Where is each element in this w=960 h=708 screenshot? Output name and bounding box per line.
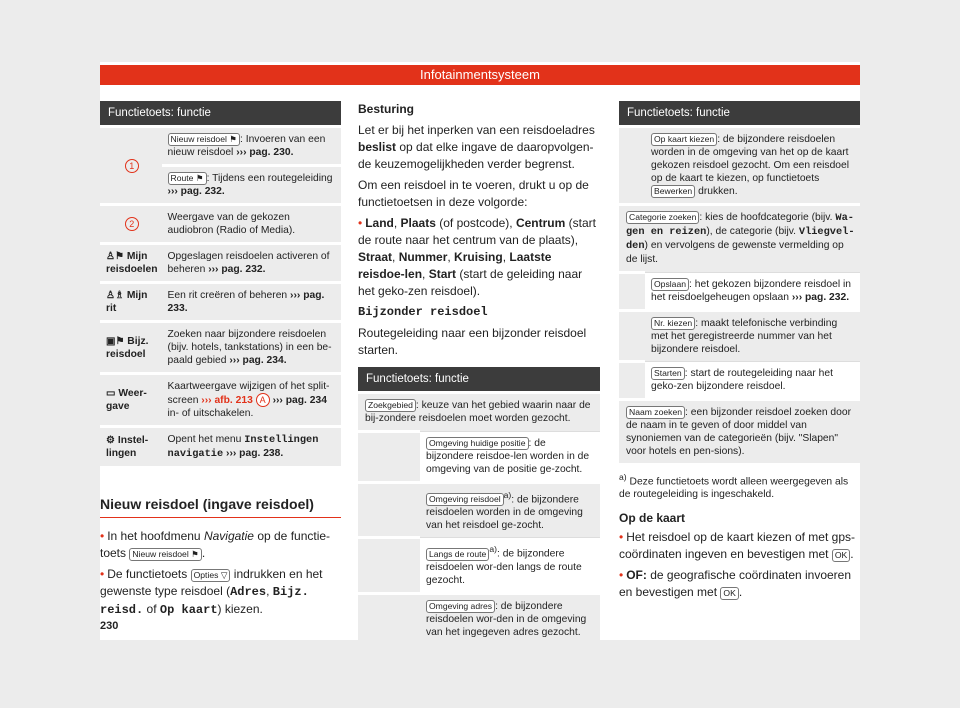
- function-table-poi-continued: [619, 101, 860, 463]
- table-row: Starten : start de routegeleiding naar het geko-zen bijzondere reisdoel.: [619, 362, 860, 400]
- page-number: 230: [100, 620, 119, 632]
- key-opties: Opties ▽: [191, 569, 231, 582]
- trip-icon: ♙♗: [106, 290, 124, 301]
- table-row: Omgeving huidige positie : de bijzondere reisdoe-len worden in de omgeving van de positie ge-zocht.: [358, 432, 600, 483]
- section-new-destination: [100, 496, 341, 623]
- table-row: 2 Weergave van de gekozen audiobron (Radio of Media).: [100, 205, 341, 244]
- table-row: ▭ Weer-gave Kaartweergave wijzigen of het split-screen ››› afb. 213 A ››› pag. 234 in- of uitschakelen.: [100, 374, 341, 427]
- paragraph-1: Let er bij het inperken van een reisdoeladres beslist op dat elke ingave de daaropvolgen-de keuzemogelijkheden verder begrenst.: [358, 123, 595, 171]
- footnote: $^{a)}$ Deze functietoets wordt alleen weergegeven als de routegeleiding is ingeschakeld.: [619, 472, 849, 501]
- table-title: Functietoets: functie: [100, 101, 341, 127]
- table-row: 1 Nieuw reisdoel ⚑ : Invoeren van een nieuw reisdoel ››› pag. 230.: [100, 127, 341, 166]
- heading-besturing: Besturing: [358, 102, 415, 116]
- table-row: Omgeving adres : de bijzondere reisdoelen wor-den in de omgeving van het ingegeven adres gezocht.: [358, 593, 600, 644]
- table-row: Op kaart kiezen : de bijzondere reisdoelen worden in de omgeving van het op de kaart gekozen reisdoel gezocht. Om een reisdoel op de kaart te kiezen, op functietoets Bewerken drukken.: [619, 127, 860, 205]
- key-omgeving-huidige-positie: Omgeving huidige positie: [426, 437, 529, 450]
- callout-2: 2: [125, 217, 139, 231]
- bullet-2: • De functietoets Opties ▽ indrukken en het gewenste type reisdoel (Adres, Bijz. reisd. of Op kaart) kiezen.: [100, 567, 323, 617]
- table-title: Functietoets: functie: [619, 101, 860, 127]
- bullet-1: • In het hoofdmenu Navigatie op de functie-toets Nieuw reisdoel ⚑ .: [100, 529, 331, 560]
- key-starten: Starten: [651, 367, 685, 380]
- manual-page: [100, 62, 860, 640]
- table-row: ♙♗ Mijn rit Een rit creëren of beheren ››› pag. 233.: [100, 283, 341, 322]
- paragraph-2: Om een reisdoel in te voeren, drukt u op de functietoetsen in deze volgorde:: [358, 178, 589, 209]
- bullet-map-1: • Het reisdoel op de kaart kiezen of met gps-coördinaten ingeven en bevestigen met OK .: [619, 530, 855, 562]
- table-row: ⚙ Instel-lingen Opent het menu Instellingen navigatie ››› pag. 238.: [100, 427, 341, 467]
- function-table-navigation: [100, 101, 341, 466]
- heading-bijzonder-reisdoel: Bijzonder reisdoel: [358, 305, 488, 319]
- heading-op-de-kaart: Op de kaart: [619, 511, 686, 526]
- key-nr-kiezen: Nr. kiezen: [651, 317, 695, 330]
- section-title: Nieuw reisdoel (ingave reisdoel): [100, 496, 341, 518]
- table-row: Categorie zoeken : kies de hoofdcategorie (bijv. Wa-gen en reizen), de categorie (bijv. Vliegvel-den) en vervolgens de gewenste vermelding op de lijst.: [619, 205, 860, 273]
- key-route: Route ⚑: [168, 172, 207, 185]
- paragraph-3: Routegeleiding naar een bijzonder reisdoel starten.: [358, 326, 587, 357]
- map-view-icon: ▭: [106, 388, 116, 399]
- column-middle: [358, 101, 600, 644]
- key-naam-zoeken: Naam zoeken: [626, 406, 685, 419]
- key-omgeving-reisdoel: Omgeving reisdoel: [426, 493, 504, 506]
- key-langs-de-route: Langs de route: [426, 548, 489, 561]
- key-ok: OK: [832, 549, 850, 562]
- callout-1: 1: [125, 159, 139, 173]
- table-row: ▣⚑ Bijz. reisdoel Zoeken naar bijzondere reisdoelen (bijv. hotels, tankstations) in een be-paald gebied ››› pag. 234.: [100, 322, 341, 374]
- key-zoekgebied: Zoekgebied: [365, 399, 416, 412]
- bullet-map-2: • OF: de geografische coördinaten invoeren en bevestigen met OK .: [619, 568, 852, 600]
- key-nieuw-reisdoel: Nieuw reisdoel ⚑: [129, 548, 201, 561]
- callout-a: A: [256, 393, 270, 407]
- flag-icon: ⚑: [195, 173, 204, 183]
- key-omgeving-adres: Omgeving adres: [426, 600, 495, 613]
- table-row: Zoekgebied : keuze van het gebied waarin naar de bij-zondere reisdoelen moet worden gezocht.: [358, 393, 600, 432]
- table-row: ♙⚑ Mijn reisdoelen Opgeslagen reisdoelen activeren of beheren ››› pag. 232.: [100, 244, 341, 283]
- key-bewerken: Bewerken: [651, 185, 695, 198]
- key-opslaan: Opslaan: [651, 278, 689, 291]
- key-nieuw-reisdoel: Nieuw reisdoel ⚑: [168, 133, 240, 146]
- column-right: [619, 101, 860, 605]
- table-row: Nr. kiezen : maakt telefonische verbinding met het geregistreerde nummer van het bijzondere reisdoel.: [619, 311, 860, 362]
- table-row: Omgeving reisdoel $^{a)}$: de bijzondere reisdoelen worden in de omgeving van het reisdoel ge-zocht.: [358, 483, 600, 538]
- header-title: Infotainmentsysteem: [420, 67, 540, 82]
- table-row: Route ⚑ : Tijdens een routegeleiding ››› pag. 232.: [100, 166, 341, 205]
- table-title: Functietoets: functie: [358, 367, 600, 393]
- poi-icon: ▣⚑: [106, 335, 125, 347]
- key-op-kaart-kiezen: Op kaart kiezen: [651, 133, 717, 146]
- page-header: [100, 65, 860, 85]
- person-flag-icon: ♙⚑: [106, 251, 124, 262]
- table-row: Naam zoeken : een bijzonder reisdoel zoeken door de naam in te geven of door middel van synoniemen van de categorieën (bijv. "Slapen" voor hotels en pen-sions).: [619, 400, 860, 464]
- table-row: Opslaan : het gekozen bijzondere reisdoel in het reisdoelgeheugen opslaan ››› pag. 232.: [619, 273, 860, 311]
- bullet-order: • Land, Plaats (of postcode), Centrum (start de route naar het centrum van de plaats), Straat, Nummer, Kruising, Laatste reisdoe-len, Start (start de geleiding naar het geko-zen reisdoel).: [358, 216, 596, 298]
- column-left: [100, 101, 341, 617]
- table-row: Langs de route $^{a)}$: de bijzondere reisdoelen wor-den langs de route gezocht.: [358, 538, 600, 593]
- function-table-poi: [358, 367, 600, 644]
- key-ok: OK: [720, 587, 738, 600]
- key-categorie-zoeken: Categorie zoeken: [626, 211, 699, 224]
- flag-icon: ⚑: [229, 134, 237, 144]
- settings-icon: ⚙: [106, 435, 115, 446]
